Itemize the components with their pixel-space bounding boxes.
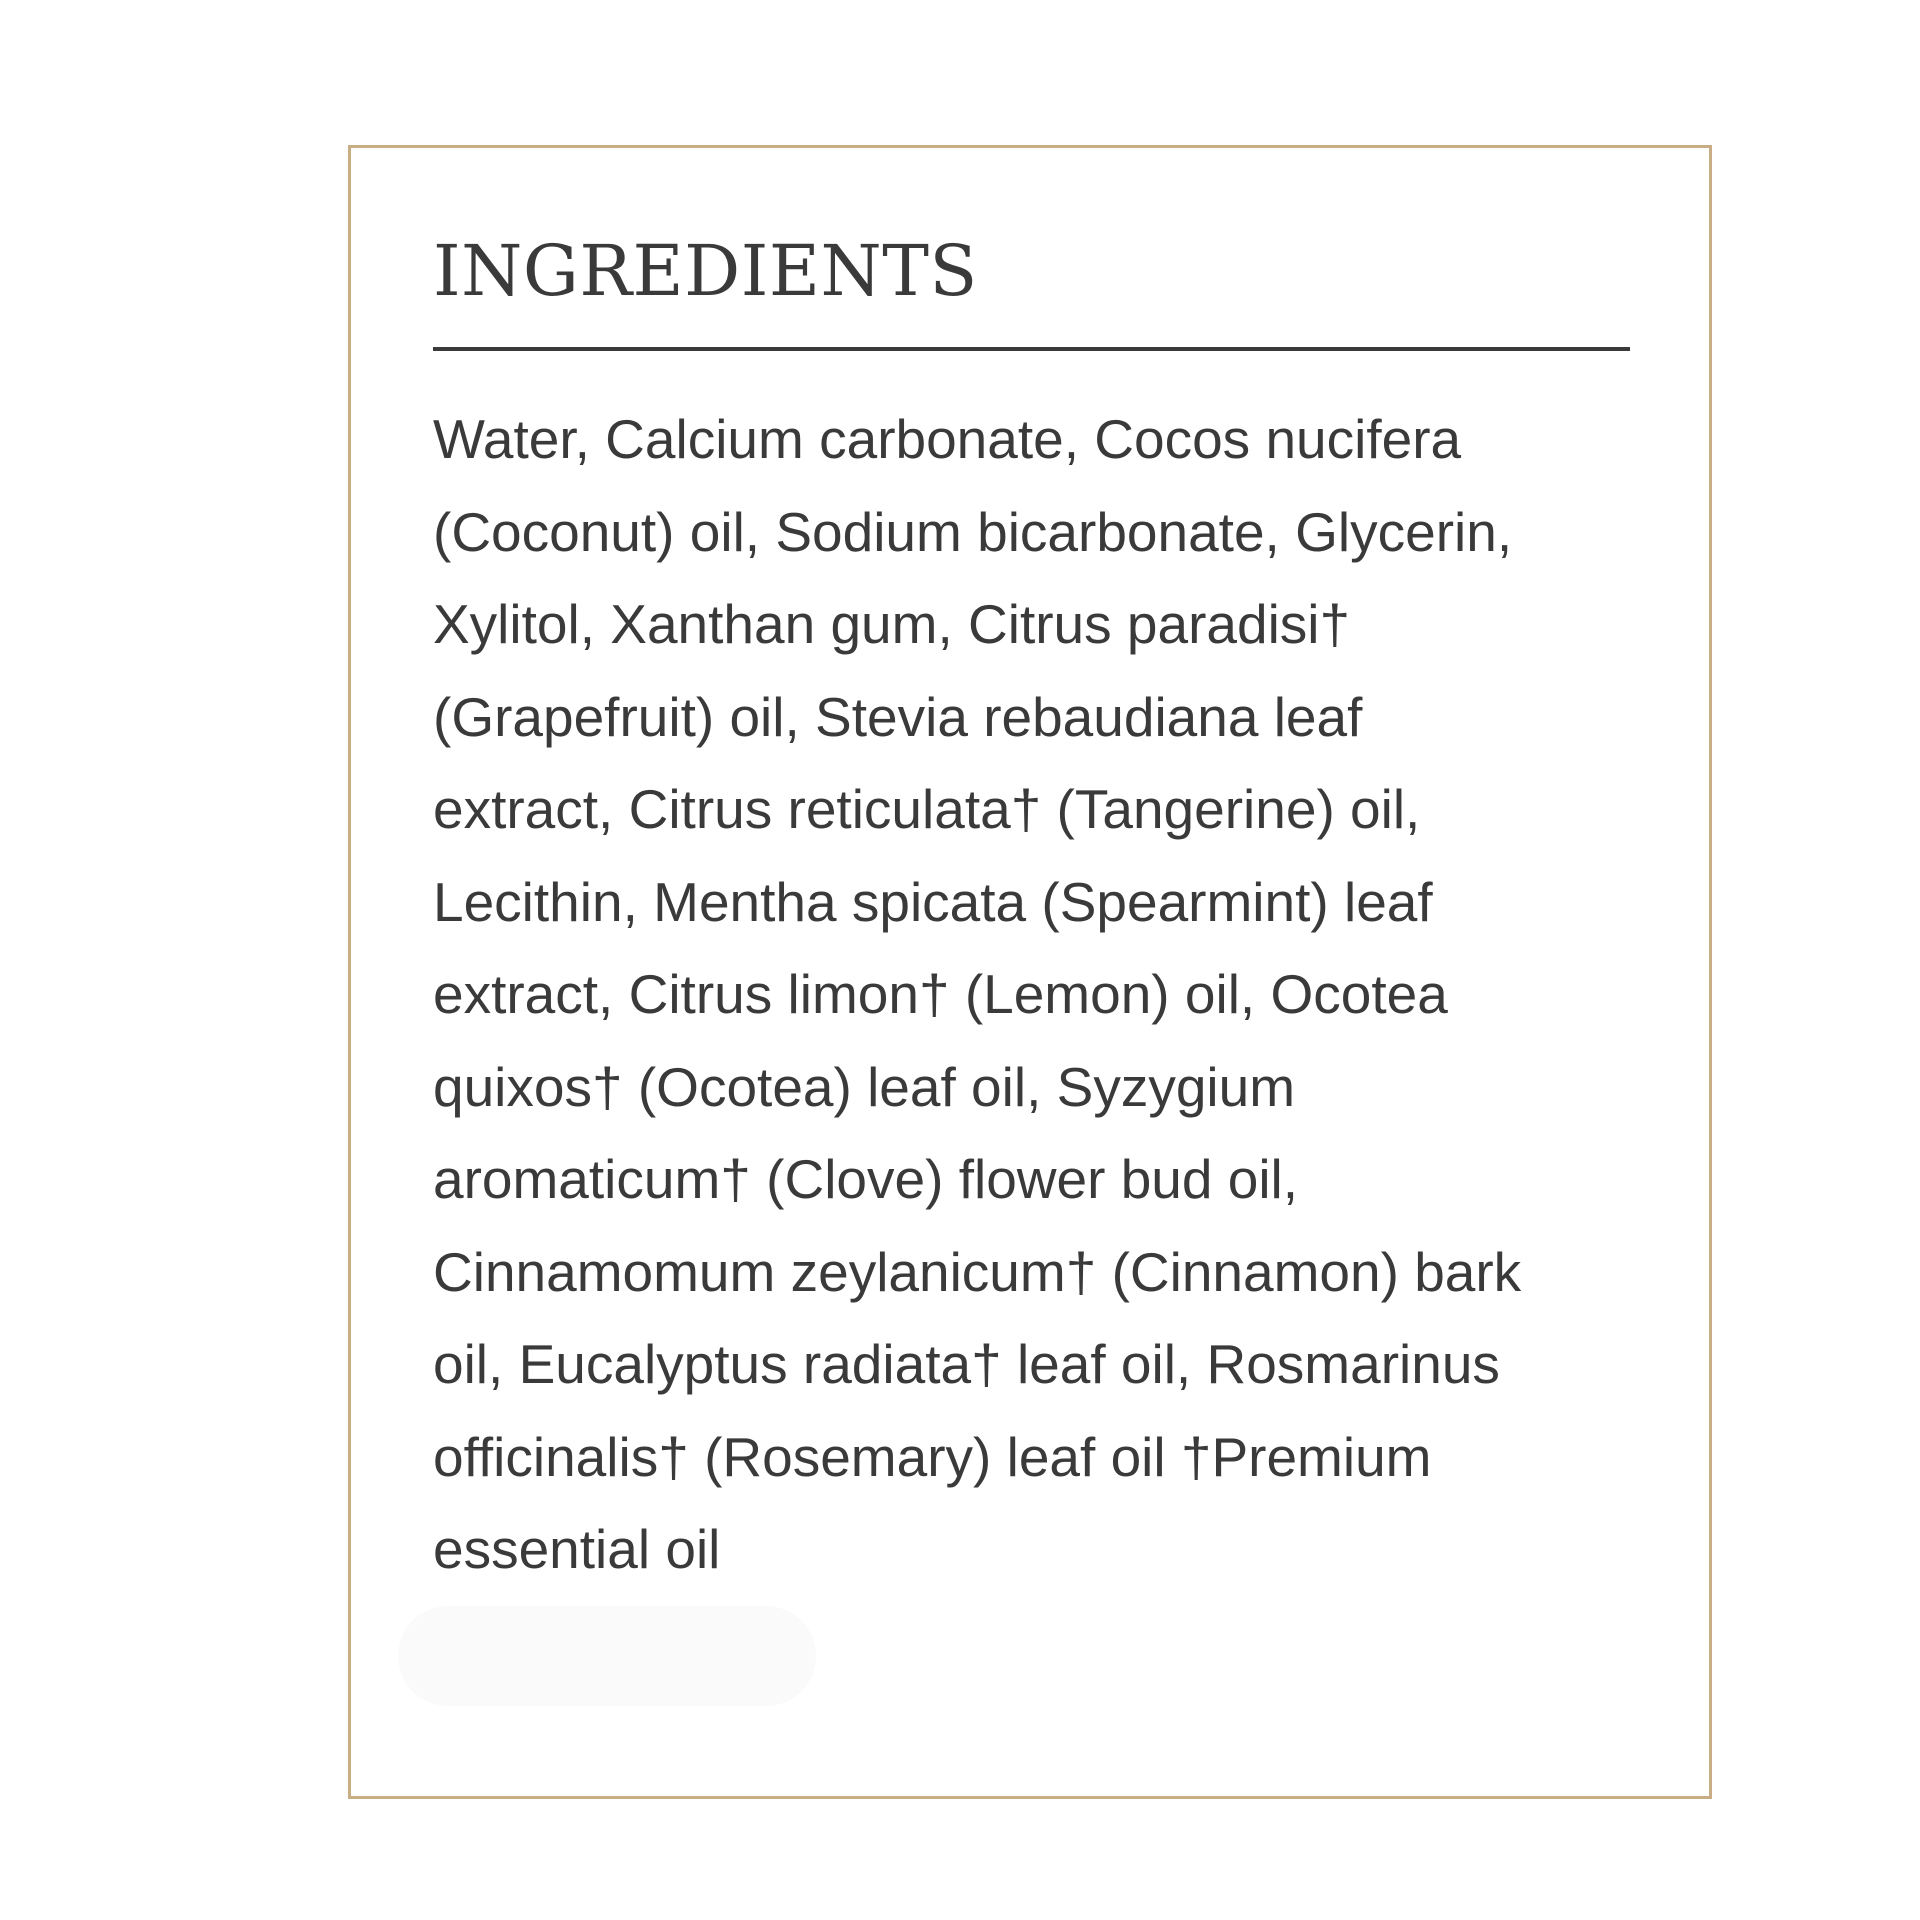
ingredients-line: aromaticum† (Clove) flower bud oil, bbox=[433, 1148, 1299, 1210]
ingredients-card bbox=[348, 145, 1712, 1799]
faint-background-shape bbox=[398, 1606, 816, 1706]
ingredients-line: Lecithin, Mentha spicata (Spearmint) leaf bbox=[433, 870, 1433, 933]
ingredients-line: (Coconut) oil, Sodium bicarbonate, Glycerin, bbox=[433, 500, 1513, 563]
ingredients-line: officinalis† (Rosemary) leaf oil †Premium bbox=[433, 1425, 1432, 1488]
ingredients-line: oil, Eucalyptus radiata† leaf oil, Rosmarinus bbox=[433, 1333, 1500, 1395]
ingredients-line: (Grapefruit) oil, Stevia rebaudiana leaf bbox=[433, 685, 1363, 748]
ingredients-line: quixos† (Ocotea) leaf oil, Syzygium bbox=[433, 1055, 1296, 1118]
ingredients-line: Xylitol, Xanthan gum, Citrus paradisi† bbox=[433, 593, 1351, 655]
title-divider bbox=[433, 347, 1630, 351]
ingredients-title: INGREDIENTS bbox=[433, 230, 978, 312]
ingredients-line: extract, Citrus limon† (Lemon) oil, Ocotea bbox=[433, 963, 1448, 1025]
ingredients-line: extract, Citrus reticulata† (Tangerine) oil, bbox=[433, 778, 1421, 840]
ingredients-list bbox=[433, 393, 1638, 1596]
ingredients-line: Water, Calcium carbonate, Cocos nucifera bbox=[433, 408, 1462, 470]
ingredients-line: essential oil bbox=[433, 1518, 721, 1580]
ingredients-line: Cinnamomum zeylanicum† (Cinnamon) bark bbox=[433, 1240, 1522, 1303]
